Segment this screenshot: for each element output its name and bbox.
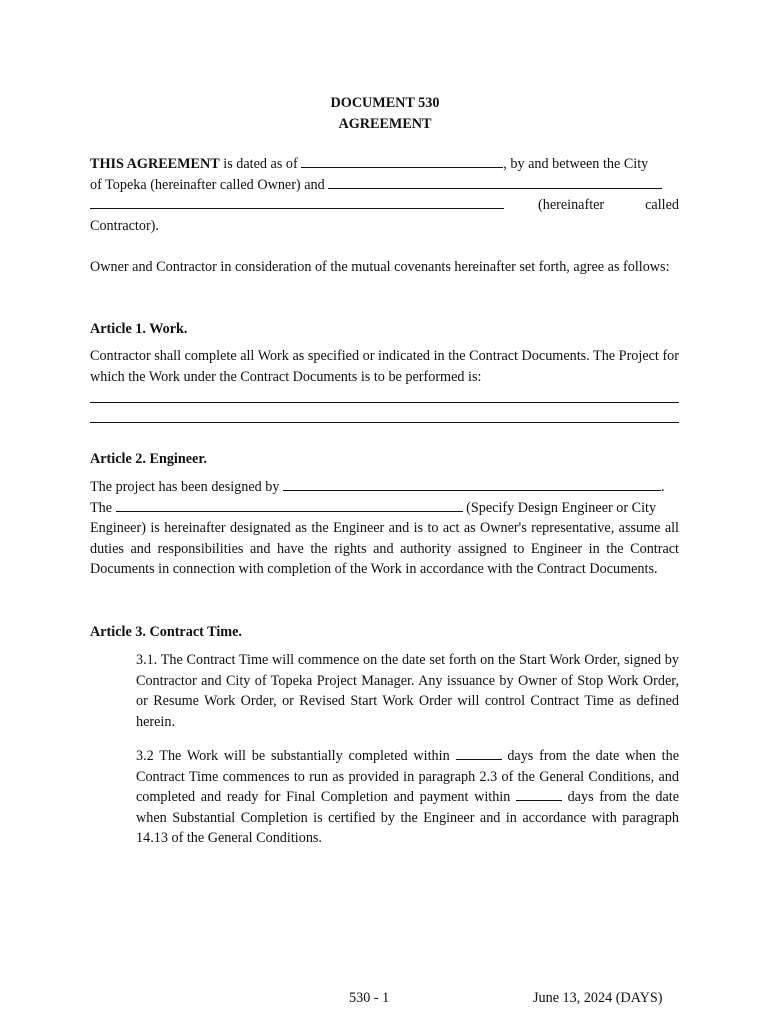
intro-paragraph: THIS AGREEMENT is dated as of , by and between the City of Topeka (hereinafter called Owner) and (hereinafter called Contractor). <box>90 156 679 234</box>
article-2-heading: Article 2. Engineer. <box>90 451 207 467</box>
paragraph-3-2: 3.2 The Work will be substantially completed within days from the date when the Contract Time commences to run as provided in paragraph 2.3 of the General Conditions, and completed and ready for Final Completion and payment within days from the date when Substantial Completion is certified by the Engineer and in accordance with paragraph 14.13 of the General Conditions. <box>136 748 679 847</box>
designer-name-blank[interactable] <box>283 477 661 491</box>
article-1-heading: Article 1. Work. <box>90 321 188 337</box>
document-number-title: DOCUMENT 530 <box>330 95 440 111</box>
consideration-paragraph: Owner and Contractor in consideration of the mutual covenants hereinafter set forth, agree as follows: <box>90 259 670 275</box>
contractor-name-blank-2[interactable] <box>90 195 504 209</box>
engineer-name-blank[interactable] <box>116 498 463 512</box>
article-2-text: The project has been designed by . The (Specify Design Engineer or City Engineer) is hereinafter designated as the Engineer and is to act as Owner's representative, assume all duties and responsibilities and have the rights and authority assigned to Engineer in the Contract Documents in connection with completion of the Work in accordance with the Contract Documents. <box>90 479 679 578</box>
paragraph-3-1: 3.1. The Contract Time will commence on the date set forth on the Start Work Order, signed by Contractor and City of Topeka Project Manager. Any issuance by Owner of Stop Work Order, or Resume Work Order, or Revised Start Work Order will control Contract Time as defined herein. <box>136 652 679 730</box>
project-description-blank-1[interactable] <box>90 387 679 408</box>
contractor-name-blank[interactable] <box>328 175 662 189</box>
article-1-text: Contractor shall complete all Work as specified or indicated in the Contract Documents. The Project for which the Work under the Contract Documents is to be performed is: <box>90 346 679 428</box>
final-completion-days-blank[interactable] <box>516 787 562 801</box>
page-number: 530 - 1 <box>349 990 390 1006</box>
article-3-heading: Article 3. Contract Time. <box>90 624 242 640</box>
agreement-date-blank[interactable] <box>301 154 503 168</box>
intro-lead: THIS AGREEMENT <box>90 156 220 172</box>
project-description-blank-2[interactable] <box>90 408 679 429</box>
substantial-completion-days-blank[interactable] <box>456 746 502 760</box>
revision-date: June 13, 2024 (DAYS) <box>533 990 663 1006</box>
document-title: AGREEMENT <box>338 116 432 132</box>
